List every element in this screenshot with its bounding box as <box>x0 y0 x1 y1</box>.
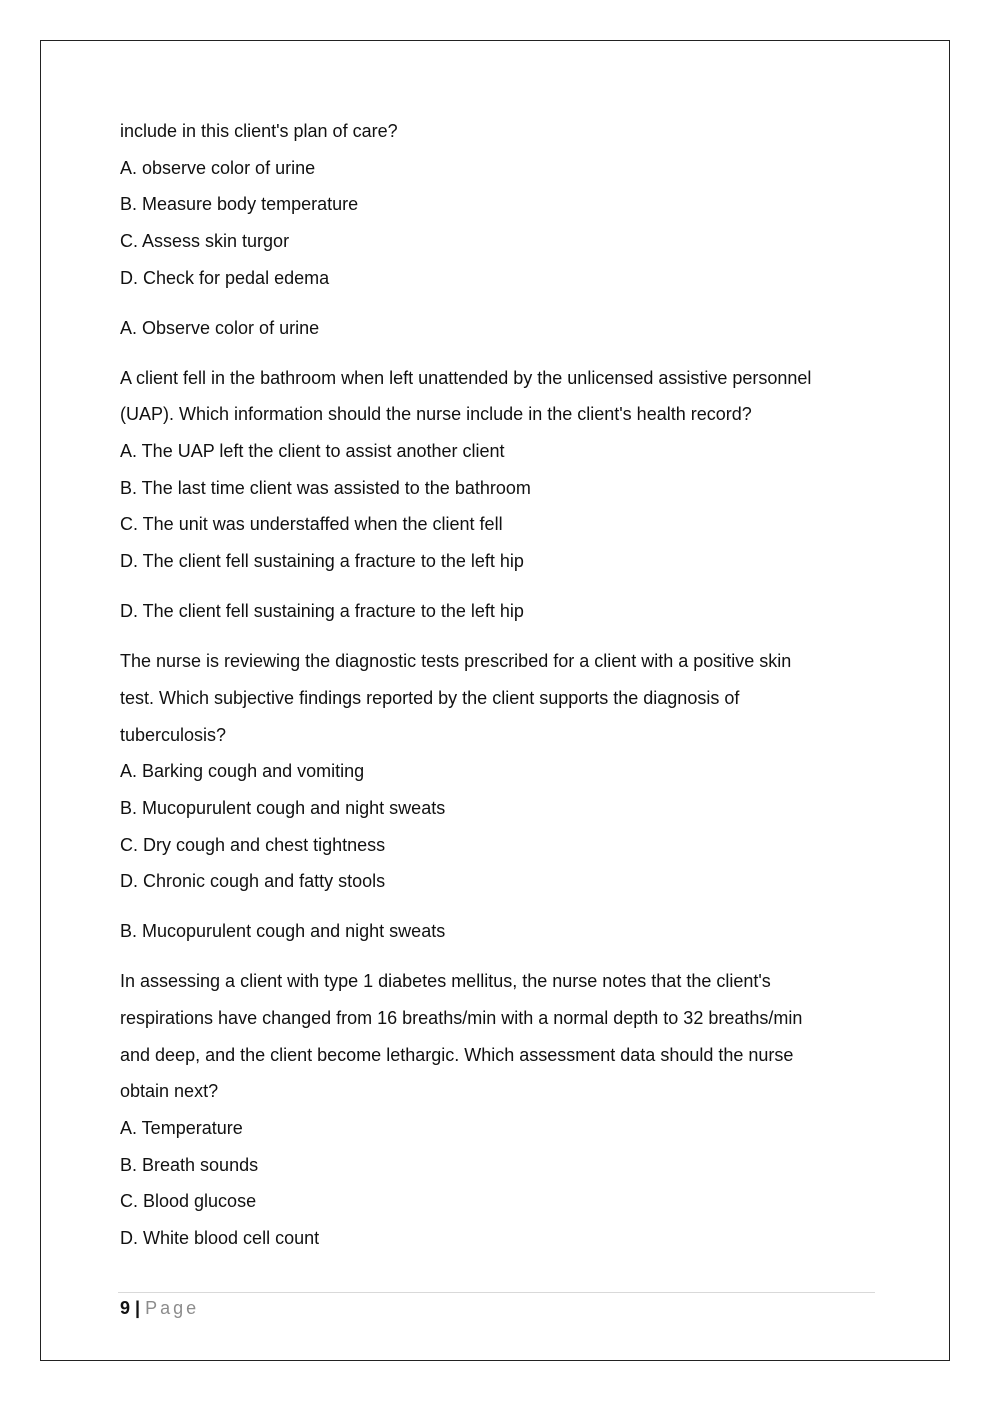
question-text-line: In assessing a client with type 1 diabetes mellitus, the nurse notes that the client's <box>120 971 771 992</box>
correct-answer-block <box>120 913 880 950</box>
paragraph-gap <box>120 346 880 359</box>
page-number: 9 <box>120 1298 131 1318</box>
answer-option: A. The UAP left the client to assist another client <box>120 441 505 462</box>
page-footer <box>120 1296 199 1320</box>
question-text-line: include in this client's plan of care? <box>120 121 398 141</box>
answer-option: B. Breath sounds <box>120 1154 259 1175</box>
footer-divider <box>118 1292 875 1293</box>
answer-option: C. The unit was understaffed when the client fell <box>120 514 503 535</box>
answer-option: D. The client fell sustaining a fracture to the left hip <box>120 551 524 572</box>
question-text-line: respirations have changed from 16 breaths/min with a normal depth to 32 breaths/min <box>120 1007 803 1028</box>
answer-option: B. The last time client was assisted to the bathroom <box>120 477 531 498</box>
question-text-line: (UAP). Which information should the nurse include in the client's health record? <box>120 404 752 425</box>
answer-option: A. observe color of urine <box>120 157 316 178</box>
correct-answer-block <box>120 593 880 630</box>
answer-option: D. Check for pedal edema <box>120 267 330 288</box>
answer-option: D. White blood cell count <box>120 1228 320 1249</box>
correct-answer: B. Mucopurulent cough and night sweats <box>120 921 446 942</box>
answer-option: B. Mucopurulent cough and night sweats <box>120 797 446 818</box>
question-block <box>120 963 880 1257</box>
question-text-line: obtain next? <box>120 1081 219 1102</box>
correct-answer: D. The client fell sustaining a fracture to the left hip <box>120 601 524 622</box>
answer-option: D. Chronic cough and fatty stools <box>120 871 386 892</box>
answer-option: A. Barking cough and vomiting <box>120 761 365 782</box>
question-text-line: A client fell in the bathroom when left unattended by the unlicensed assistive personnel <box>120 367 812 388</box>
answer-option: A. Temperature <box>120 1117 243 1138</box>
page-label: Page <box>145 1298 200 1318</box>
question-text-line: tuberculosis? <box>120 724 227 745</box>
correct-answer-block <box>120 310 880 347</box>
question-text-line: The nurse is reviewing the diagnostic tests prescribed for a client with a positive skin <box>120 651 792 672</box>
answer-option: C. Dry cough and chest tightness <box>120 834 386 855</box>
answer-option: C. Blood glucose <box>120 1191 257 1212</box>
answer-option: B. Measure body temperature <box>120 194 359 215</box>
paragraph-gap <box>120 296 880 309</box>
question-block <box>120 360 880 580</box>
correct-answer: A. Observe color of urine <box>120 317 320 338</box>
page-separator: | <box>135 1298 141 1318</box>
paragraph-gap <box>120 580 880 593</box>
question-text-line: test. Which subjective findings reported by the client supports the diagnosis of <box>120 687 740 708</box>
question-block <box>120 643 880 900</box>
paragraph-gap <box>120 630 880 643</box>
document-body <box>120 113 880 1257</box>
question-text-line: and deep, and the client become lethargic. Which assessment data should the nurse <box>120 1044 794 1065</box>
paragraph-gap <box>120 900 880 913</box>
paragraph-gap <box>120 950 880 963</box>
answer-option: C. Assess skin turgor <box>120 231 290 252</box>
question-continuation-block <box>120 113 880 296</box>
